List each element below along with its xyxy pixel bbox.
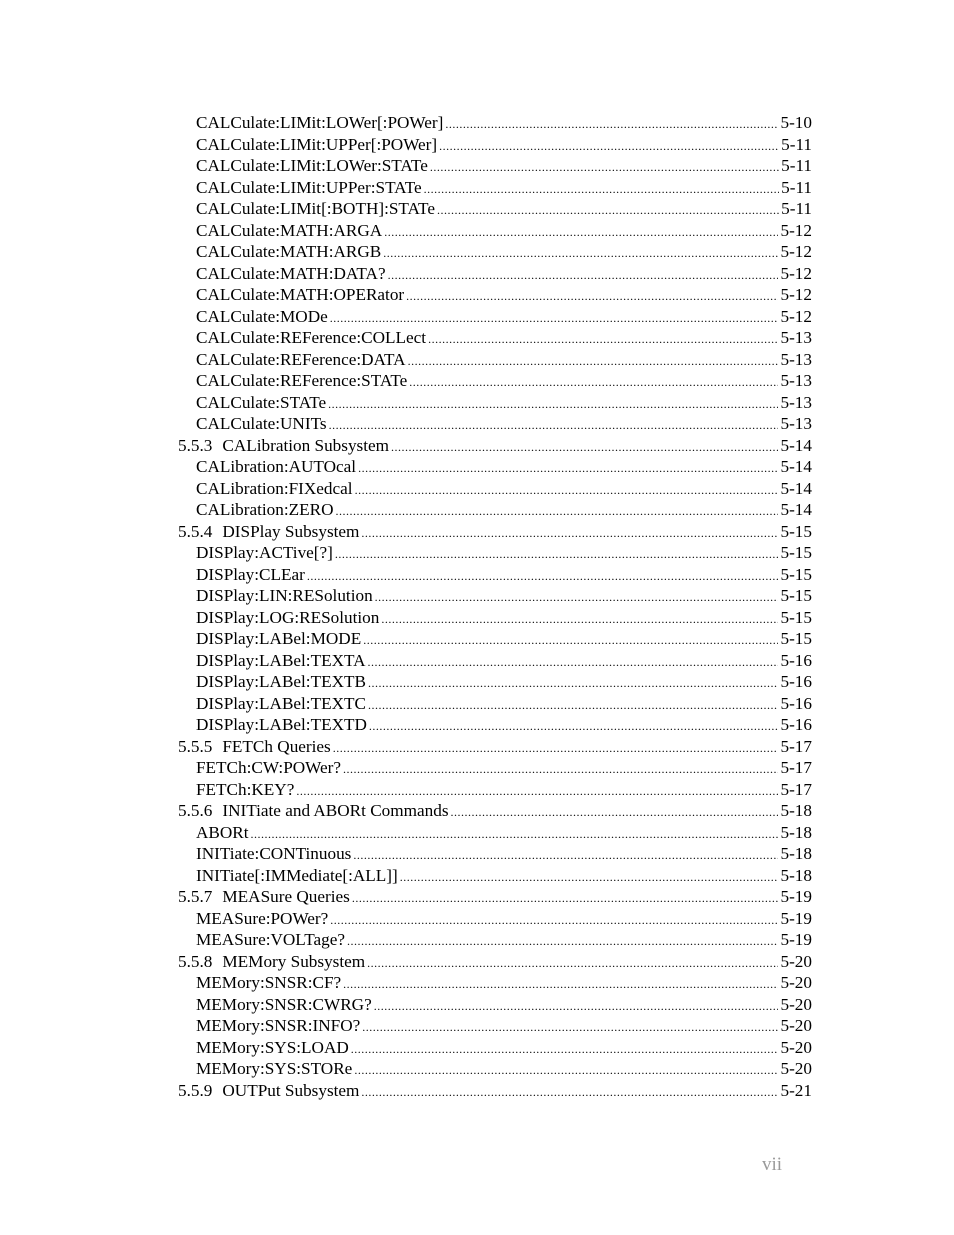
- toc-page-ref: 5-20: [780, 951, 812, 971]
- toc-page-ref: 5-17: [780, 736, 812, 756]
- toc-entry-title: DISPlay:LABel:TEXTC: [196, 693, 366, 713]
- toc-section-entry[interactable]: [178, 1080, 812, 1102]
- toc-subentry[interactable]: [178, 843, 812, 865]
- toc-subentry[interactable]: [178, 693, 812, 715]
- toc-dot-leader: [406, 286, 778, 308]
- toc-page-ref: 5-19: [780, 908, 812, 928]
- toc-entry-title: MEASure:VOLTage?: [196, 930, 345, 949]
- toc-subentry[interactable]: [178, 1058, 812, 1080]
- toc-page-ref: 5-11: [781, 199, 812, 218]
- toc-dot-leader: [384, 222, 778, 244]
- toc-subentry[interactable]: [178, 306, 812, 328]
- toc-subentry[interactable]: [178, 1015, 812, 1037]
- toc-page-ref: 5-10: [780, 113, 812, 132]
- toc-entry-title: CALCulate:MATH:ARGA: [196, 220, 383, 240]
- toc-dot-leader: [400, 867, 779, 889]
- toc-dot-leader: [424, 179, 780, 201]
- toc-section-number: 5.5.7: [178, 887, 213, 906]
- toc-subentry[interactable]: [178, 779, 812, 801]
- toc-page-ref: 5-11: [781, 177, 812, 197]
- toc-section-entry[interactable]: [178, 736, 812, 758]
- toc-dot-leader: [251, 824, 779, 846]
- toc-entry-title: MEMory:SNSR:INFO?: [196, 1016, 361, 1035]
- toc-subentry[interactable]: [178, 564, 812, 586]
- page-number: vii: [762, 1154, 783, 1175]
- toc-section-number: 5.5.4: [178, 521, 213, 541]
- toc-dot-leader: [383, 243, 778, 265]
- toc-page-ref: 5-11: [781, 134, 812, 154]
- toc-page-ref: 5-16: [780, 715, 812, 734]
- toc-dot-leader: [343, 759, 778, 781]
- toc-dot-leader: [343, 974, 778, 996]
- toc-entry-title: DISPlay:CLEar: [196, 564, 305, 584]
- toc-page-ref: 5-14: [780, 500, 812, 519]
- toc-page-ref: 5-18: [780, 801, 812, 820]
- toc-dot-leader: [375, 587, 779, 609]
- toc-dot-leader: [369, 716, 779, 738]
- toc-page-ref: 5-15: [780, 521, 812, 541]
- toc-page-ref: 5-20: [780, 973, 812, 992]
- toc-page-ref: 5-20: [780, 1037, 812, 1057]
- toc-subentry[interactable]: [178, 908, 812, 930]
- toc-entry-title: FETCh Queries: [222, 736, 331, 756]
- toc-subentry[interactable]: [178, 327, 812, 349]
- toc-subentry[interactable]: [178, 542, 812, 564]
- toc-subentry[interactable]: [178, 134, 812, 156]
- toc-entry-title: CALCulate:LIMit[:BOTH]:STATe: [196, 199, 435, 218]
- toc-dot-leader: [430, 157, 779, 179]
- toc-subentry[interactable]: [178, 392, 812, 414]
- toc-subentry[interactable]: [178, 994, 812, 1016]
- toc-page-ref: 5-15: [780, 607, 812, 627]
- toc-entry-title: CALCulate:LIMit:UPPer:STATe: [196, 177, 422, 197]
- toc-dot-leader: [296, 781, 778, 803]
- toc-entry-title: MEASure Queries: [222, 887, 350, 906]
- toc-dot-leader: [381, 609, 778, 631]
- toc-entry-title: CALibration:AUTOcal: [196, 457, 357, 476]
- toc-dot-leader: [333, 738, 779, 760]
- toc-page-ref: 5-19: [780, 887, 812, 906]
- toc-page-ref: 5-13: [780, 349, 812, 369]
- toc-page-ref: 5-13: [780, 414, 812, 433]
- toc-page-ref: 5-13: [780, 328, 812, 347]
- toc-page-ref: 5-15: [780, 586, 812, 605]
- toc-entry-title: INITiate[:IMMediate[:ALL]]: [196, 865, 398, 885]
- toc-dot-leader: [330, 910, 778, 932]
- toc-section-entry[interactable]: [178, 521, 812, 543]
- toc-page-ref: 5-18: [780, 844, 812, 863]
- toc-entry-title: CALCulate:LIMit:UPPer[:POWer]: [196, 134, 438, 154]
- toc-page-ref: 5-19: [780, 930, 812, 949]
- toc-dot-leader: [353, 845, 778, 867]
- toc-entry-title: FETCh:KEY?: [196, 779, 295, 799]
- toc-dot-leader: [351, 1039, 779, 1061]
- toc-entry-title: DISPlay:LABel:MODE: [196, 629, 362, 648]
- toc-page-ref: 5-20: [780, 1016, 812, 1035]
- toc-page-ref: 5-20: [780, 1059, 812, 1078]
- toc-page-ref: 5-12: [780, 285, 812, 304]
- toc-section-number: 5.5.9: [178, 1080, 213, 1100]
- toc-dot-leader: [363, 630, 778, 652]
- toc-dot-leader: [428, 329, 778, 351]
- toc-entry-title: INITiate:CONTinuous: [196, 844, 352, 863]
- toc-dot-leader: [368, 652, 779, 674]
- toc-entry-title: CALCulate:MATH:OPERator: [196, 285, 405, 304]
- toc-dot-leader: [307, 566, 779, 588]
- toc-entry-title: CALCulate:LIMit:LOWer:STATe: [196, 156, 428, 175]
- toc-subentry[interactable]: [178, 263, 812, 285]
- toc-entry-title: MEMory Subsystem: [222, 951, 366, 971]
- toc-entry-title: DISPlay:LABel:TEXTB: [196, 672, 366, 691]
- toc-entry-title: MEMory:SNSR:CF?: [196, 973, 342, 992]
- toc-section-number: 5.5.5: [178, 736, 213, 756]
- toc-subentry[interactable]: [178, 822, 812, 844]
- toc-section-number: 5.5.8: [178, 951, 213, 971]
- toc-section-entry[interactable]: [178, 951, 812, 973]
- toc-subentry[interactable]: [178, 757, 812, 779]
- toc-entry-title: FETCh:CW:POWer?: [196, 758, 342, 777]
- toc-subentry[interactable]: [178, 865, 812, 887]
- toc-subentry[interactable]: [178, 478, 812, 500]
- toc-page-ref: 5-17: [780, 758, 812, 777]
- toc-page-ref: 5-14: [780, 435, 812, 455]
- toc-page-ref: 5-16: [780, 693, 812, 713]
- toc-subentry[interactable]: [178, 177, 812, 199]
- toc-page-ref: 5-12: [780, 306, 812, 326]
- toc-subentry[interactable]: [178, 198, 812, 220]
- toc-subentry[interactable]: [178, 456, 812, 478]
- toc-entry-title: CALCulate:MATH:DATA?: [196, 263, 386, 283]
- toc-dot-leader: [352, 888, 779, 910]
- toc-dot-leader: [368, 673, 779, 695]
- toc-entry-title: MEASure:POWer?: [196, 908, 329, 928]
- toc-page-ref: 5-11: [781, 156, 812, 175]
- toc-entry-title: MEMory:SYS:LOAD: [196, 1037, 349, 1057]
- toc-page-ref: 5-12: [780, 263, 812, 283]
- toc-entry-title: CALibration:FIXedcal: [196, 478, 353, 498]
- toc-dot-leader: [335, 544, 779, 566]
- toc-dot-leader: [408, 351, 779, 373]
- toc-section-number: 5.5.6: [178, 801, 213, 820]
- toc-page-ref: 5-16: [780, 650, 812, 670]
- toc-entry-title: ABORt: [196, 822, 249, 842]
- table-of-contents: [178, 112, 812, 1101]
- toc-subentry[interactable]: [178, 241, 812, 263]
- toc-dot-leader: [374, 996, 779, 1018]
- toc-dot-leader: [391, 437, 778, 459]
- toc-subentry[interactable]: [178, 413, 812, 435]
- toc-subentry[interactable]: [178, 220, 812, 242]
- toc-entry-title: CALCulate:LIMit:LOWer[:POWer]: [196, 113, 444, 132]
- toc-dot-leader: [437, 200, 779, 222]
- toc-page-ref: 5-18: [780, 865, 812, 885]
- toc-entry-title: CALCulate:REFerence:COLLect: [196, 328, 427, 347]
- toc-dot-leader: [354, 1060, 778, 1082]
- toc-subentry[interactable]: [178, 499, 812, 521]
- toc-subentry[interactable]: [178, 112, 812, 134]
- toc-subentry[interactable]: [178, 929, 812, 951]
- toc-subentry[interactable]: [178, 155, 812, 177]
- toc-subentry[interactable]: [178, 628, 812, 650]
- toc-dot-leader: [330, 308, 779, 330]
- toc-dot-leader: [361, 523, 778, 545]
- toc-page-ref: 5-13: [780, 392, 812, 412]
- toc-entry-title: DISPlay:LABel:TEXTD: [196, 715, 367, 734]
- toc-subentry[interactable]: [178, 650, 812, 672]
- toc-dot-leader: [329, 415, 779, 437]
- toc-page-ref: 5-15: [780, 629, 812, 648]
- toc-entry-title: CALCulate:REFerence:DATA: [196, 349, 406, 369]
- toc-dot-leader: [362, 1017, 778, 1039]
- toc-dot-leader: [451, 802, 779, 824]
- toc-page-ref: 5-18: [780, 822, 812, 842]
- toc-subentry[interactable]: [178, 585, 812, 607]
- toc-section-entry[interactable]: [178, 435, 812, 457]
- toc-dot-leader: [367, 953, 778, 975]
- toc-dot-leader: [445, 114, 778, 136]
- toc-page-ref: 5-14: [780, 457, 812, 476]
- toc-page-ref: 5-17: [780, 779, 812, 799]
- toc-section-entry[interactable]: [178, 800, 812, 822]
- toc-dot-leader: [355, 480, 779, 502]
- toc-entry-title: DISPlay:ACTive[?]: [196, 543, 333, 562]
- toc-subentry[interactable]: [178, 349, 812, 371]
- toc-subentry[interactable]: [178, 607, 812, 629]
- toc-entry-title: CALCulate:MODe: [196, 306, 328, 326]
- toc-subentry[interactable]: [178, 972, 812, 994]
- toc-page-ref: 5-12: [780, 220, 812, 240]
- toc-dot-leader: [358, 458, 778, 480]
- toc-entry-title: DISPlay:LOG:RESolution: [196, 607, 380, 627]
- toc-entry-title: DISPlay:LIN:RESolution: [196, 586, 373, 605]
- toc-entry-title: OUTPut Subsystem: [222, 1080, 360, 1100]
- toc-entry-title: DISPlay:LABel:TEXTA: [196, 650, 366, 670]
- toc-entry-title: MEMory:SYS:STORe: [196, 1059, 353, 1078]
- toc-entry-title: MEMory:SNSR:CWRG?: [196, 994, 372, 1014]
- toc-entry-title: INITiate and ABORt Commands: [222, 801, 449, 820]
- toc-entry-title: DISPlay Subsystem: [222, 521, 360, 541]
- toc-entry-title: CALCulate:REFerence:STATe: [196, 371, 408, 390]
- toc-subentry[interactable]: [178, 671, 812, 693]
- toc-section-number: 5.5.3: [178, 435, 213, 455]
- toc-subentry[interactable]: [178, 714, 812, 736]
- toc-dot-leader: [368, 695, 779, 717]
- toc-entry-title: CALCulate:MATH:ARGB: [196, 242, 382, 261]
- toc-page-ref: 5-12: [780, 242, 812, 261]
- toc-dot-leader: [388, 265, 779, 287]
- toc-dot-leader: [328, 394, 778, 416]
- toc-entry-title: CALCulate:UNITs: [196, 414, 327, 433]
- toc-page-ref: 5-21: [780, 1080, 812, 1100]
- toc-dot-leader: [439, 136, 779, 158]
- toc-entry-title: CALibration Subsystem: [222, 435, 389, 455]
- toc-subentry[interactable]: [178, 284, 812, 306]
- toc-subentry[interactable]: [178, 370, 812, 392]
- toc-page-ref: 5-14: [780, 478, 812, 498]
- toc-dot-leader: [361, 1082, 778, 1104]
- toc-entry-title: CALCulate:STATe: [196, 392, 327, 412]
- toc-dot-leader: [347, 931, 778, 953]
- toc-page-ref: 5-15: [780, 543, 812, 562]
- toc-entry-title: CALibration:ZERO: [196, 500, 334, 519]
- toc-page-ref: 5-15: [780, 564, 812, 584]
- toc-page-ref: 5-20: [780, 994, 812, 1014]
- toc-page-ref: 5-16: [780, 672, 812, 691]
- toc-page-ref: 5-13: [780, 371, 812, 390]
- toc-subentry[interactable]: [178, 1037, 812, 1059]
- toc-section-entry[interactable]: [178, 886, 812, 908]
- toc-dot-leader: [409, 372, 778, 394]
- toc-dot-leader: [335, 501, 778, 523]
